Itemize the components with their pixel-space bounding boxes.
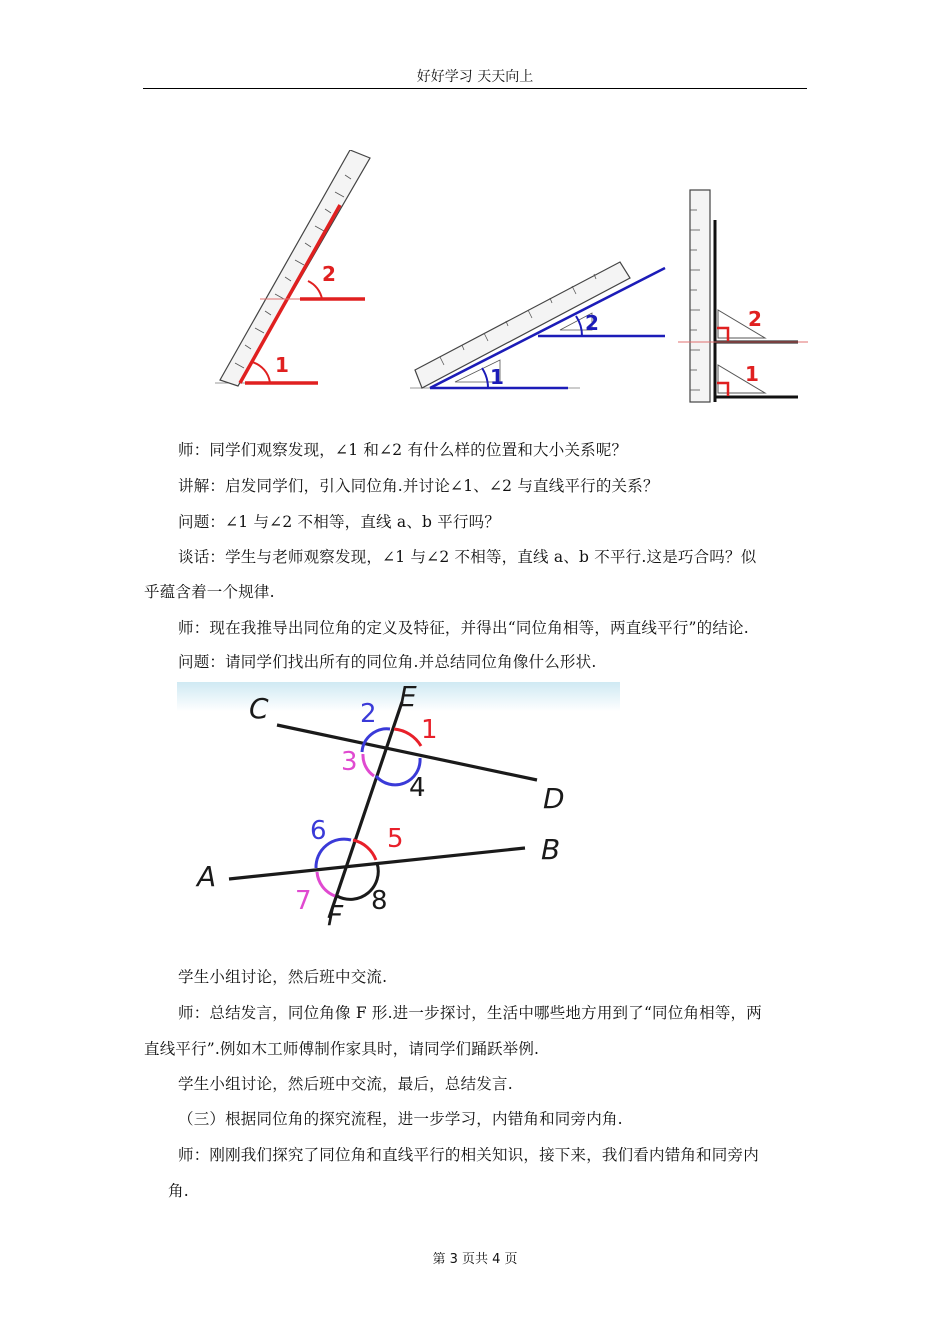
paragraph-8-line-2: 直线平行”.例如木工师傅制作家具时，请同学们踊跃举例. — [144, 1040, 540, 1058]
point-label-F: F — [327, 899, 344, 928]
paragraph-4-line-2: 乎蕴含着一个规律. — [144, 583, 275, 601]
angle-label-2: 2 — [322, 262, 336, 286]
point-label-A: A — [197, 860, 217, 893]
page-footer: 第 3 页共 4 页 — [432, 1252, 518, 1267]
paragraph-2: 讲解：启发同学们，引入同位角.并讨论∠1、∠2 与直线平行的关系？ — [178, 477, 659, 495]
angle-label-1: 1 — [421, 715, 438, 745]
angle-label-2: 2 — [585, 311, 599, 335]
point-label-B: B — [541, 833, 561, 866]
angle-label-2: 2 — [360, 699, 377, 729]
paragraph-11-line-2: 角. — [168, 1182, 189, 1200]
paragraph-3: 问题：∠1 与∠2 不相等，直线 a、b 平行吗？ — [178, 513, 501, 531]
page-header: 好好学习 天天向上 — [416, 69, 534, 85]
angle-label-7: 7 — [295, 886, 312, 916]
paragraph-4-line-1: 谈话：学生与老师观察发现，∠1 与∠2 不相等，直线 a、b 不平行.这是巧合吗？似 — [178, 548, 757, 566]
rulers-figure — [200, 150, 815, 412]
point-label-E: E — [399, 682, 417, 713]
ruler-diagram-middle — [410, 262, 665, 389]
angle-label-2: 2 — [748, 307, 762, 331]
angles-figure — [177, 682, 620, 928]
paragraph-6: 问题：请同学们找出所有的同位角.并总结同位角像什么形状. — [178, 653, 597, 671]
paragraph-7: 学生小组讨论，然后班中交流. — [178, 968, 388, 986]
point-label-C: C — [249, 692, 269, 725]
paragraph-5: 师：现在我推导出同位角的定义及特征，并得出“同位角相等，两直线平行”的结论. — [178, 619, 749, 637]
angle-label-3: 3 — [341, 747, 358, 777]
angle-label-6: 6 — [310, 816, 327, 846]
paragraph-9: 学生小组讨论，然后班中交流，最后，总结发言. — [178, 1075, 513, 1093]
angle-label-4: 4 — [409, 773, 426, 803]
paragraph-10: （三）根据同位角的探究流程，进一步学习，内错角和同旁内角. — [178, 1110, 623, 1128]
header-rule — [143, 88, 807, 89]
paragraph-11-line-1: 师：刚刚我们探究了同位角和直线平行的相关知识，接下来，我们看内错角和同旁内 — [178, 1146, 759, 1164]
angle-label-1: 1 — [490, 365, 504, 389]
ruler-diagram-right — [678, 190, 808, 402]
paragraph-1: 师：同学们观察发现，∠1 和∠2 有什么样的位置和大小关系呢？ — [178, 441, 628, 459]
paragraph-8-line-1: 师：总结发言，同位角像 F 形.进一步探讨，生活中哪些地方用到了“同位角相等，两 — [178, 1004, 762, 1022]
angle-label-5: 5 — [387, 824, 404, 854]
angle-label-8: 8 — [371, 886, 388, 916]
angle-label-1: 1 — [745, 362, 759, 386]
ruler-diagram-left — [215, 150, 370, 386]
point-label-D: D — [543, 782, 565, 815]
angle-label-1: 1 — [275, 353, 289, 377]
